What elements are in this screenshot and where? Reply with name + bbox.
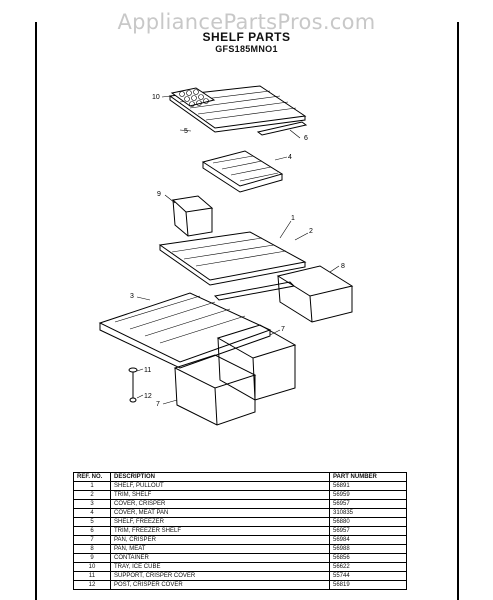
diagram-title: SHELF PARTS xyxy=(202,30,291,44)
ref-cell: 5 xyxy=(74,518,111,527)
table-row xyxy=(74,545,407,554)
callout-3: 3 xyxy=(130,293,134,300)
ref-cell: 9 xyxy=(74,554,111,563)
description-cell: CONTAINER xyxy=(111,554,330,563)
description-cell: PAN, MEAT xyxy=(111,545,330,554)
part-number-cell: 56988 xyxy=(330,545,407,554)
part-number-cell: 56957 xyxy=(330,500,407,509)
ref-cell: 8 xyxy=(74,545,111,554)
table-row xyxy=(74,554,407,563)
description-cell: TRIM, SHELF xyxy=(111,491,330,500)
callout-6: 6 xyxy=(304,135,308,142)
ref-cell: 2 xyxy=(74,491,111,500)
ref-cell: 12 xyxy=(74,581,111,590)
part-number-cell: 56856 xyxy=(330,554,407,563)
pullout-shelf xyxy=(160,232,305,285)
description-cell: POST, CRISPER COVER xyxy=(111,581,330,590)
description-cell: SHELF, PULLOUT xyxy=(111,482,330,491)
freezer-shelf-trim xyxy=(258,122,306,135)
watermark: AppliancePartsPros.com xyxy=(117,10,376,34)
crisper-cover xyxy=(100,293,270,368)
description-cell: COVER, MEAT PAN xyxy=(111,509,330,518)
table-row xyxy=(74,482,407,491)
parts-table-header xyxy=(74,473,407,482)
part-number-cell: 56984 xyxy=(330,536,407,545)
model-number: GFS185MNO1 xyxy=(215,44,278,54)
table-row xyxy=(74,563,407,572)
callout-8: 8 xyxy=(341,263,345,270)
ref-cell: 10 xyxy=(74,563,111,572)
table-row xyxy=(74,572,407,581)
table-row xyxy=(74,527,407,536)
ref-cell: 4 xyxy=(74,509,111,518)
table-row xyxy=(74,581,407,590)
part-number-cell: 56959 xyxy=(330,491,407,500)
table-row xyxy=(74,536,407,545)
callout-5: 5 xyxy=(184,128,188,135)
ref-cell: 3 xyxy=(74,500,111,509)
description-cell: SUPPORT, CRISPER COVER xyxy=(111,572,330,581)
description-cell: TRIM, FREEZER SHELF xyxy=(111,527,330,536)
container xyxy=(173,196,212,236)
callout-7-lower: 7 xyxy=(156,401,160,408)
callout-9: 9 xyxy=(157,191,161,198)
ref-cell: 1 xyxy=(74,482,111,491)
part-number-cell: 56819 xyxy=(330,581,407,590)
parts-table xyxy=(73,472,407,590)
table-row xyxy=(74,500,407,509)
ref-cell: 7 xyxy=(74,536,111,545)
header-part-number: PART NUMBER xyxy=(330,473,407,482)
ice-cube-tray xyxy=(172,88,214,107)
callout-4: 4 xyxy=(288,154,292,161)
header-ref-no: REF. NO. xyxy=(74,473,111,482)
ref-cell: 11 xyxy=(74,572,111,581)
table-row xyxy=(74,491,407,500)
description-cell: PAN, CRISPER xyxy=(111,536,330,545)
part-number-cell: 56880 xyxy=(330,518,407,527)
callout-11: 11 xyxy=(144,367,152,374)
callout-7-upper: 7 xyxy=(281,326,285,333)
description-cell: SHELF, FREEZER xyxy=(111,518,330,527)
header-description: DESCRIPTION xyxy=(111,473,330,482)
shelf-trim xyxy=(215,282,294,300)
callout-2: 2 xyxy=(309,228,313,235)
callout-12: 12 xyxy=(144,393,152,400)
table-row xyxy=(74,518,407,527)
callout-10: 10 xyxy=(152,94,160,101)
description-cell: TRAY, ICE CUBE xyxy=(111,563,330,572)
parts-table-body xyxy=(74,482,407,590)
description-cell: COVER, CRISPER xyxy=(111,500,330,509)
ref-cell: 6 xyxy=(74,527,111,536)
crisper-cover-support xyxy=(129,368,137,402)
part-number-cell: 56957 xyxy=(330,527,407,536)
part-number-cell: 310835 xyxy=(330,509,407,518)
callout-1: 1 xyxy=(291,215,295,222)
part-number-cell: 56622 xyxy=(330,563,407,572)
part-number-cell: 56891 xyxy=(330,482,407,491)
part-number-cell: 55744 xyxy=(330,572,407,581)
table-row xyxy=(74,509,407,518)
meat-pan-cover xyxy=(203,151,282,192)
meat-pan xyxy=(278,266,352,322)
